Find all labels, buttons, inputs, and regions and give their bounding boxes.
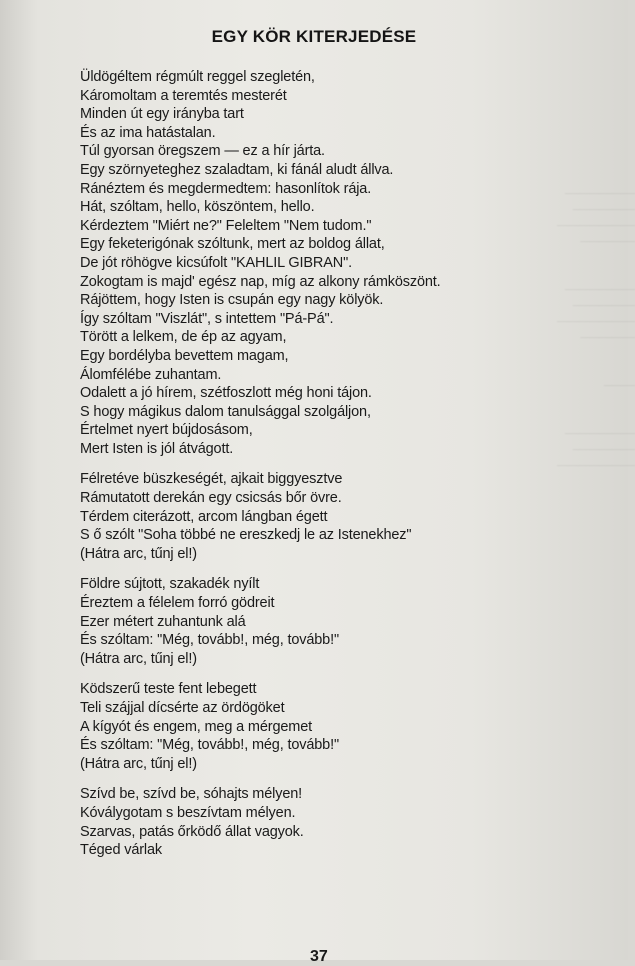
stanza xyxy=(80,575,610,668)
poem-line: A kígyót és engem, meg a mérgemet xyxy=(80,718,312,735)
stanza xyxy=(80,68,610,458)
poem-title: EGY KÖR KITERJEDÉSE xyxy=(211,27,417,46)
poem-line: Szívd be, szívd be, sóhajts mélyen! xyxy=(80,786,303,803)
poem-body xyxy=(80,68,610,872)
poem-line: Rájöttem, hogy Isten is csupán egy nagy kölyök. xyxy=(80,292,384,309)
poem-line: Éreztem a félelem forró gödreit xyxy=(80,595,275,612)
poem-line: Kérdeztem "Miért ne?" Feleltem "Nem tudom." xyxy=(80,217,372,234)
poem-line: Földre sújtott, szakadék nyílt xyxy=(80,576,260,593)
poem-line: Ködszerű teste fent lebegett xyxy=(80,681,257,698)
poem-line: (Hátra arc, tűnj el!) xyxy=(80,650,197,667)
poem-line: Teli szájjal dícsérte az ördögöket xyxy=(80,700,285,716)
poem-line: Hát, szóltam, hello, köszöntem, hello. xyxy=(80,199,315,216)
poem-line: Túl gyorsan öregszem — ez a hír járta. xyxy=(80,143,325,160)
poem-line: (Hátra arc, tűnj el!) xyxy=(80,545,197,562)
poem-line: És szóltam: "Még, tovább!, még, tovább!" xyxy=(80,632,339,649)
poem-line: Értelmet nyert bújdosásom, xyxy=(80,422,253,439)
poem-line: Téged várlak xyxy=(80,842,163,859)
stanza xyxy=(80,470,610,563)
poem-line: Kóválygotam s beszívtam mélyen. xyxy=(80,804,296,821)
poem-line: S ő szólt "Soha többé ne ereszkedj le az Istenekhez" xyxy=(80,527,412,544)
poem-line: Rámutatott derekán egy csicsás bőr övre. xyxy=(80,490,342,507)
poem-line: Odalett a jó hírem, szétfoszlott még honi tájon. xyxy=(80,385,372,402)
poem-line: Szarvas, patás őrködő állat vagyok. xyxy=(80,823,304,840)
poem-line: Káromoltam a teremtés mesterét xyxy=(80,87,287,104)
poem-line: Törött a lelkem, de ép az agyam, xyxy=(80,329,287,346)
poem-line: Egy feketerigónak szóltunk, mert az boldog állat, xyxy=(80,236,385,253)
poem-line: És az ima hatástalan. xyxy=(80,124,216,141)
poem-line: Álomfélébe zuhantam. xyxy=(80,366,222,383)
stanza xyxy=(80,785,610,859)
poem-line: S hogy mágikus dalom tanulsággal szolgáljon, xyxy=(80,403,371,420)
poem-line: (Hátra arc, tűnj el!) xyxy=(80,755,197,772)
poem-line: Egy bordélyba bevettem magam, xyxy=(80,347,289,364)
poem-line: Zokogtam is majd' egész nap, míg az alkony rámköszönt. xyxy=(80,273,441,290)
poem-line: És szóltam: "Még, tovább!, még, tovább!" xyxy=(80,737,339,754)
page-number: 37 xyxy=(310,948,328,965)
poem-line: Térdem citerázott, arcom lángban égett xyxy=(80,508,328,525)
poem-line: Ránéztem és megdermedtem: hasonlítok rája. xyxy=(80,180,372,197)
poem-line: Minden út egy irányba tart xyxy=(80,106,244,123)
poem-line: De jót röhögve kicsúfolt "KAHLIL GIBRAN". xyxy=(80,254,352,271)
poem-line: Egy szörnyeteghez szaladtam, ki fánál aludt állva. xyxy=(80,161,394,178)
poem-line: Így szóltam "Viszlát", s intettem "Pá-Pá". xyxy=(80,310,334,327)
bleed-through-text: ───────── ──────── ────────── ─────── ───────── ──────── ────────── ─────── ──── ───────── ──────── ────────── xyxy=(557,188,635,472)
poem-line: Ezer métert zuhantunk alá xyxy=(80,613,246,630)
poem-line: Félretéve büszkeségét, ajkait biggyesztve xyxy=(80,471,343,488)
poem-line: Mert Isten is jól átvágott. xyxy=(80,440,234,457)
poem-line: Üldögéltem régmúlt reggel szegletén, xyxy=(80,69,315,85)
stanza xyxy=(80,680,610,773)
